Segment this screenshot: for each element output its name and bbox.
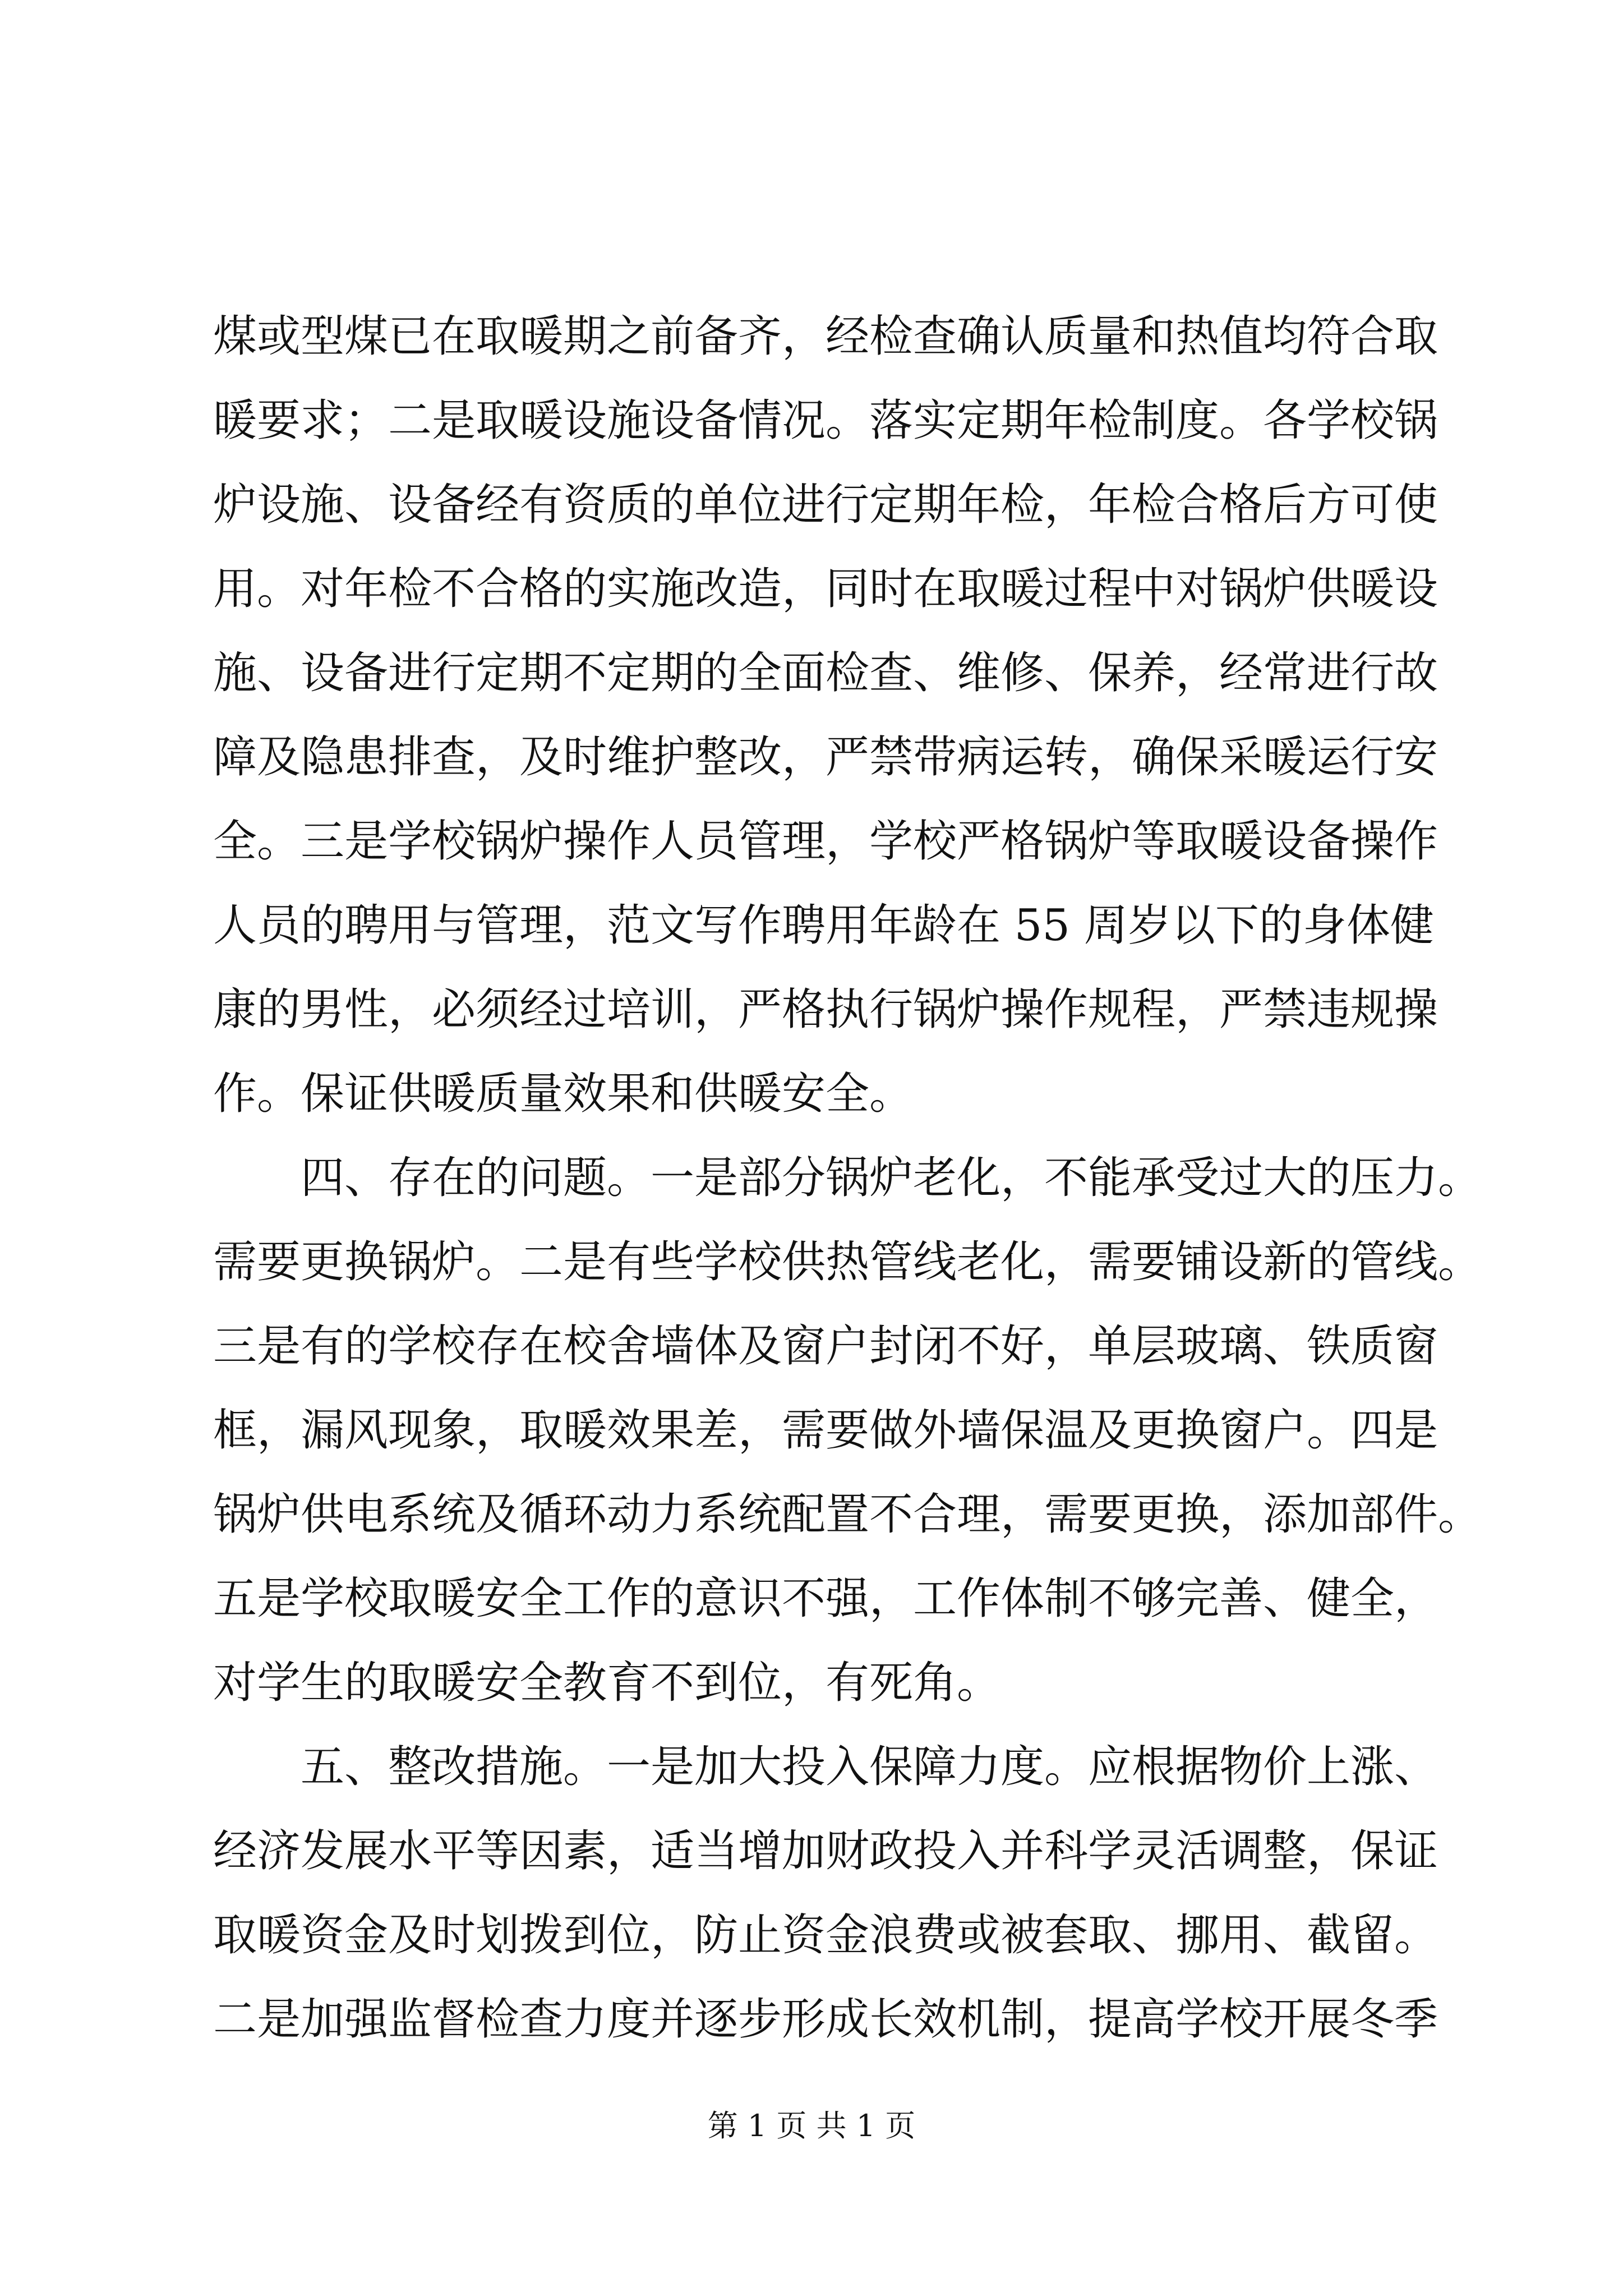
text-line: 施、设备进行定期不定期的全面检查、维修、保养，经常进行故 <box>213 648 1438 698</box>
body-text <box>213 295 1482 2062</box>
text-line: 障及隐患排查，及时维护整改，严禁带病运转，确保采暖运行安 <box>213 732 1438 783</box>
text-line: 二是加强监督检查力度并逐步形成长效机制，提高学校开展冬季 <box>213 1994 1438 2045</box>
text-line: 经济发展水平等因素，适当增加财政投入并科学灵活调整，保证 <box>213 1826 1438 1876</box>
text-line: 煤或型煤已在取暖期之前备齐，经检查确认质量和热值均符合取 <box>213 311 1438 362</box>
text-line: 需要更换锅炉。二是有些学校供热管线老化，需要铺设新的管线。 <box>213 1237 1482 1287</box>
text-line: 全。三是学校锅炉操作人员管理，学校严格锅炉等取暖设备操作 <box>213 816 1438 867</box>
text-line: 人员的聘用与管理，范文写作聘用年龄在 55 周岁以下的身体健 <box>213 900 1434 951</box>
text-line: 三是有的学校存在校舍墙体及窗户封闭不好，单层玻璃、铁质窗 <box>213 1321 1438 1372</box>
text-line: 康的男性，必须经过培训，严格执行锅炉操作规程，严禁违规操 <box>213 984 1438 1035</box>
paragraph-end-line: 对学生的取暖安全教育不到位，有死角。 <box>213 1658 1001 1708</box>
page-footer <box>0 2104 1623 2148</box>
paragraph-start-line: 五、整改措施。一是加大投入保障力度。应根据物价上涨、 <box>213 1742 1438 1792</box>
text-line: 炉设施、设备经有资质的单位进行定期年检，年检合格后方可使 <box>213 480 1438 530</box>
paragraph-end-line: 作。保证供暖质量效果和供暖安全。 <box>213 1069 914 1119</box>
paragraph-start-line: 四、存在的问题。一是部分锅炉老化，不能承受过大的压力。 <box>213 1153 1482 1203</box>
text-line: 用。对年检不合格的实施改造，同时在取暖过程中对锅炉供暖设 <box>213 564 1438 614</box>
text-line: 暖要求；二是取暖设施设备情况。落实定期年检制度。各学校锅 <box>213 395 1438 446</box>
text-line: 锅炉供电系统及循环动力系统配置不合理，需要更换，添加部件。 <box>213 1489 1482 1540</box>
text-line: 框，漏风现象，取暖效果差，需要做外墙保温及更换窗户。四是 <box>213 1405 1438 1456</box>
page-number-label: 第 1 页 共 1 页 <box>707 2108 916 2143</box>
text-line: 五是学校取暖安全工作的意识不强，工作体制不够完善、健全， <box>213 1573 1438 1624</box>
text-line: 取暖资金及时划拨到位，防止资金浪费或被套取、挪用、截留。 <box>213 1910 1438 1961</box>
